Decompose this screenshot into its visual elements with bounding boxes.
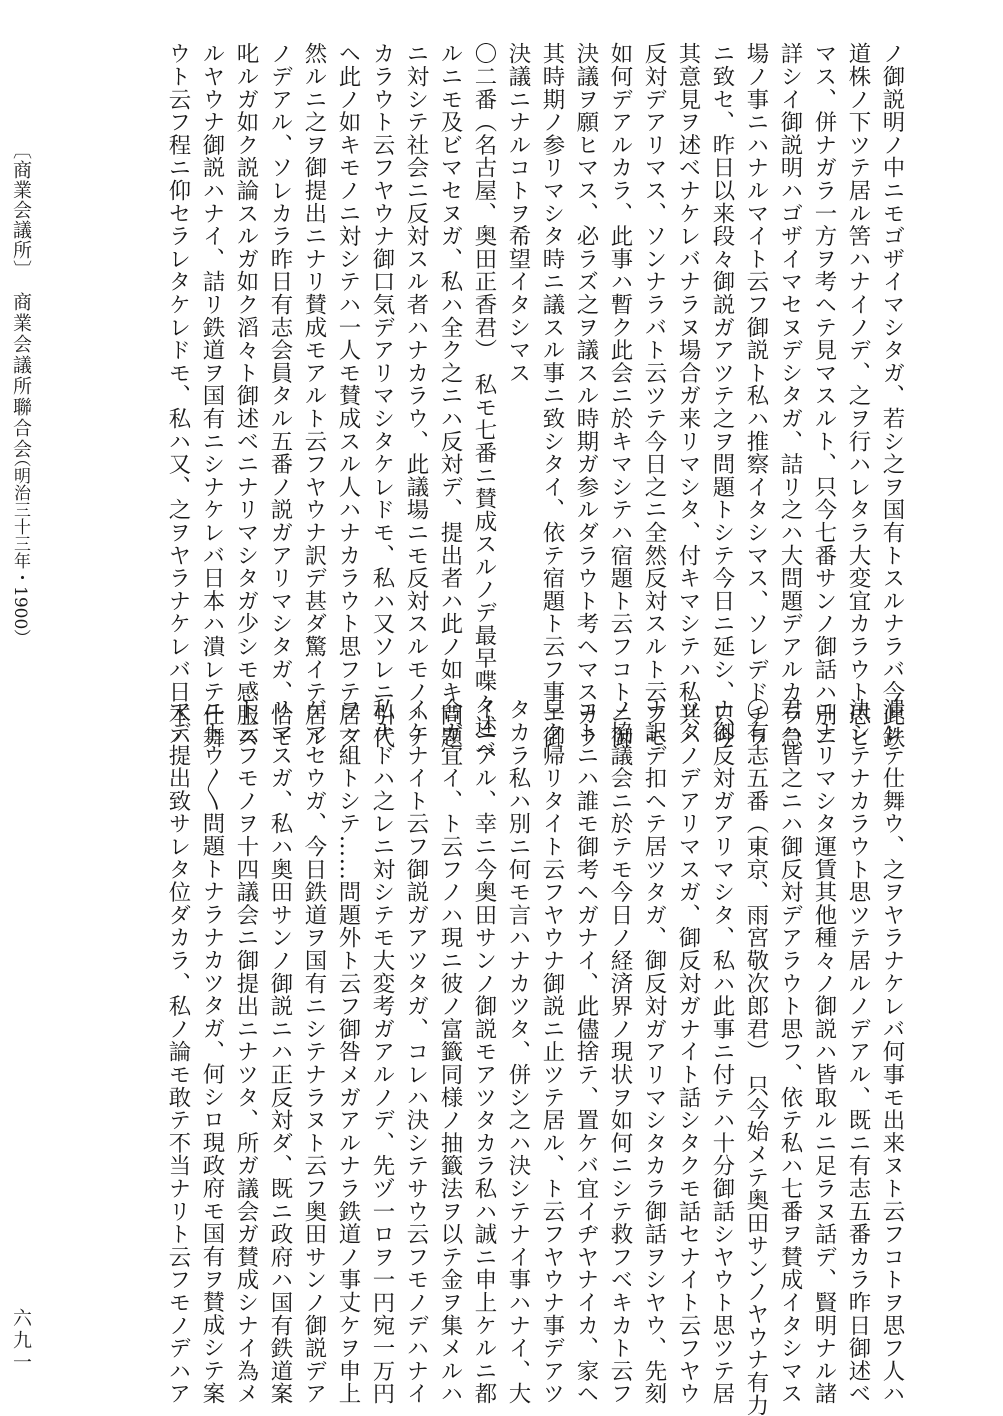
text-line: マデ提出致サレタ位ダカラ、私ノ論モ敢テ不当ナリト云フモノデハア xyxy=(165,698,191,1405)
text-line: ウト云フ程ニ仰セラレタケレドモ、私ハ又、之ヲヤラナケレバ日本ハ xyxy=(165,42,191,749)
text-line: ルニモ及ビマセヌガ、私ハ全ク之ニハ反対デ、提出者ハ此ノ如キ問題 xyxy=(437,42,463,749)
text-line: 道株ノ下ツテ居ル筈ハナイノデ、之ヲ行ハレタラ大変宜カラウト思ヒ xyxy=(845,42,871,749)
text-line: リマスガ、私ハ奥田サンノ御説ニハ正反対ダ、既ニ政府ハ国有鉄道案 xyxy=(267,698,293,1405)
text-line: 叱ルガ如ク説論スルガ如ク滔々ト御述ベニナリマシタガ少シモ感服ス xyxy=(233,42,259,749)
text-line: 決議ニナルコトヲ希望イタシマス xyxy=(505,42,531,384)
page-number: 六九一 xyxy=(10,1308,32,1374)
text-line: ゲマセウガ、今日鉄道ヲ国有ニシテナラヌト云フ奥田サンノ御説デア xyxy=(301,698,327,1405)
text-line: カラウト云フヤウナ御口気デアリマシタケレドモ、私ハ又ソレニ引代 xyxy=(369,42,395,749)
text-line: 詳シイ御説明ハゴザイマセヌデシタガ、詰リ之ハ大問題デアルカラ急 xyxy=(777,42,803,749)
text-line: 反対デアリマス、ソンナラバト云ツテ今日之ニ全然反対スルト云フモ xyxy=(641,42,667,749)
text-line: ト云フモノヲ十四議会ニ御提出ニナツタ、所ガ議会ガ賛成シナイ為メ xyxy=(233,698,259,1405)
text-line: ニ致セ、昨日以来段々御説ガアツテ之ヲ問題トシテ今日ニ延シ、只今 xyxy=(709,42,735,749)
text-line: ヲ一組トシテ……問題外ト云フ御咎メガアルナラ鉄道ノ事丈ケヲ申上 xyxy=(335,698,361,1405)
text-line: 如何デアルカラ、此事ハ暫ク此会ニ於キマシテハ宿題ト云フコトニ御 xyxy=(607,42,633,749)
text-line: ナ御反対ガアリマシタ、私ハ此事ニ付テハ十分御話シヤウト思ツテ居 xyxy=(709,698,735,1405)
text-line: ナ訳デ扣ヘテ居ツタガ、御反対ガアリマシタカラ御話ヲシヤウ、先刻 xyxy=(641,698,667,1405)
text-line: 場ノ事ニハナルマイト云フ御説ト私ハ推察イタシマス、ソレデドチラ xyxy=(743,42,769,749)
text-line: ノデアル、ソレカラ昨日有志会員タル五番ノ説ガアリマシタガ、恰モ xyxy=(267,42,293,749)
text-line: 〇二番（名古屋、奥田正香君） 私モ七番ニ賛成スルノデ最早喋々述ベ xyxy=(471,42,497,761)
lower-text-block xyxy=(161,698,909,1416)
footer-era: （明治三十三年・1900） xyxy=(10,450,30,647)
text-line: ノ協議会ニ於テモ今日ノ経済界ノ現状ヲ如何ニシテ救フベキカト云フ xyxy=(607,698,633,1405)
text-line: ニ対シテ社会ニ反対スル者ハナカラウ、此議場ニモ反対スルモノハナ xyxy=(403,42,429,749)
text-line: 決シテナカラウト思ツテ居ルノデアル、既ニ有志五番カラ昨日御述ベ xyxy=(845,698,871,1405)
text-line: 其意見ヲ述ベナケレバナラヌ場合ガ来リマシタ、付キマシテハ私共ハ xyxy=(675,42,701,749)
text-line: 潰レテ仕舞ウ、之ヲヤラナケレバ何事モ出来ヌト云フコトヲ思フ人ハ xyxy=(879,698,905,1405)
text-line: 私ナドハ之レニ対シテモ大変考ガアルノデ、先ヅ一ロヲ一円宛一万円 xyxy=(369,698,395,1405)
text-line: イケナイト云フ御説ガアツタガ、コレハ決シテサウ云フモノデハナイ xyxy=(403,698,429,1405)
text-line: イニアル、幸ニ今奥田サンノ御説モアツタカラ私ハ誠ニ申上ケルニ都 xyxy=(471,698,497,1405)
text-line: 然ルニ之ヲ御提出ニナリ賛成モアルト云フヤウナ訳デ甚ダ驚イテ居ル xyxy=(301,42,327,749)
upper-text-block xyxy=(161,42,909,761)
text-line: ツタノデアリマスガ、御反対ガナイト話シタクモ話セナイト云フヤウ xyxy=(675,698,701,1405)
text-line: 其時期ノ参リマシタ時ニ議スル事ニ致シタイ、依テ宿題ト云フ事ニ御 xyxy=(539,42,565,749)
text-line: 君ハ皆之ニハ御反対デアラウト思フ、依テ私ハ七番ヲ賛成イタシマス xyxy=(777,698,803,1405)
text-line: 決議ヲ願ヒマス、必ラズ之ヲ議スル時期ガ参ルダラウト考ヘマスカラ xyxy=(573,42,599,749)
text-line: ニトウ〳〵問題トナラナカツタガ、何シロ現政府モ国有ヲ賛成シテ案 xyxy=(199,698,225,1405)
text-line: マス、併ナガラ一方ヲ考ヘテ見マスルト、只今七番サンノ御話ハ別ニ xyxy=(811,42,837,749)
text-line: ルヤウナ御説ハナイ、詰リ鉄道ヲ国有ニシナケレバ日本ハ潰レテ仕舞 xyxy=(199,42,225,749)
text-line: 〇有志五番（東京、雨宮敬次郎君） 只今始メテ奥田サンノヤウナ有力 xyxy=(743,698,769,1416)
text-line: コトニハ誰モ御考ヘガナイ、此儘捨テ、置ケバ宜イヂヤナイカ、家ヘ xyxy=(573,698,599,1405)
text-line: 合ガ宜イ、ト云フノハ現ニ彼ノ富籤同様ノ抽籤法ヲ以テ金ヲ集メルハ xyxy=(437,698,463,1405)
footer-category: 〔商業会議所〕 xyxy=(10,140,32,280)
text-line: ノ御説明ノ中ニモゴザイマシタガ、若シ之ヲ国有トスルナラバ今此鉄 xyxy=(879,42,905,749)
text-line: タカラ私ハ別ニ何モ言ハナカツタ、併シ之ハ決シテナイ事ハナイ、大 xyxy=(505,698,531,1405)
text-line: ヘ此ノ如キモノニ対シテハ一人モ賛成スル人ハナカラウト思フテ居タ xyxy=(335,42,361,749)
text-line: 早ク帰リタイト云フヤウナ御説ニ止ツテ居ル、ト云フヤウナ事デアツ xyxy=(539,698,565,1405)
text-line: ニナリマシタ運賃其他種々ノ御説ハ皆取ルニ足ラヌ話デ、賢明ナル諸 xyxy=(811,698,837,1405)
footer-title: 商業会議所聯合会 xyxy=(10,292,32,460)
